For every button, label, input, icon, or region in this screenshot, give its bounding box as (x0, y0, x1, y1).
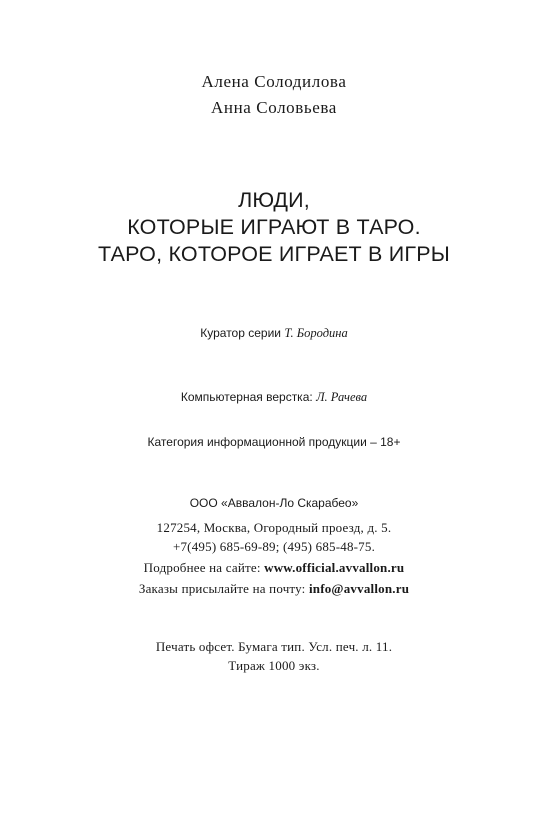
publisher-name: ООО «Аввалон-Ло Скарабео» (189, 496, 359, 510)
age-rating: Категория информационной продукции – 18+ (147, 435, 401, 449)
layout-credit (0, 390, 548, 405)
author-2: Анна Соловьева (211, 98, 337, 117)
publisher-email-label: Заказы присылайте на почту: (138, 581, 306, 596)
book-title-line-3: ТАРО, КОТОРОЕ ИГРАЕТ В ИГРЫ (97, 242, 451, 266)
print-specs: Печать офсет. Бумага тип. Усл. печ. л. 11. (155, 639, 393, 654)
publisher-phones: +7(495) 685-69-89; (495) 685-48-75. (172, 539, 376, 554)
layout-credit-label: Компьютерная верстка: (180, 390, 313, 404)
publisher-email-link[interactable]: info@avvallon.ru (308, 581, 410, 596)
publisher-site (0, 560, 548, 576)
publisher-email (0, 581, 548, 597)
print-run: Тираж 1000 экз. (228, 658, 320, 673)
book-title-line-2: КОТОРЫЕ ИГРАЮТ В ТАРО. (127, 215, 421, 239)
publisher-site-label: Подробнее на сайте: (143, 560, 261, 575)
publisher-site-link[interactable]: www.official.avvallon.ru (264, 560, 405, 575)
layout-credit-name: Л. Рачева (316, 390, 368, 404)
book-title-line-1: ЛЮДИ, (238, 188, 310, 212)
series-curator-name: Т. Бородина (284, 326, 348, 340)
series-curator-label: Куратор серии (200, 326, 281, 340)
publisher-address: 127254, Москва, Огородный проезд, д. 5. (156, 520, 392, 535)
author-1: Алена Солодилова (201, 72, 347, 91)
series-curator (0, 326, 548, 341)
